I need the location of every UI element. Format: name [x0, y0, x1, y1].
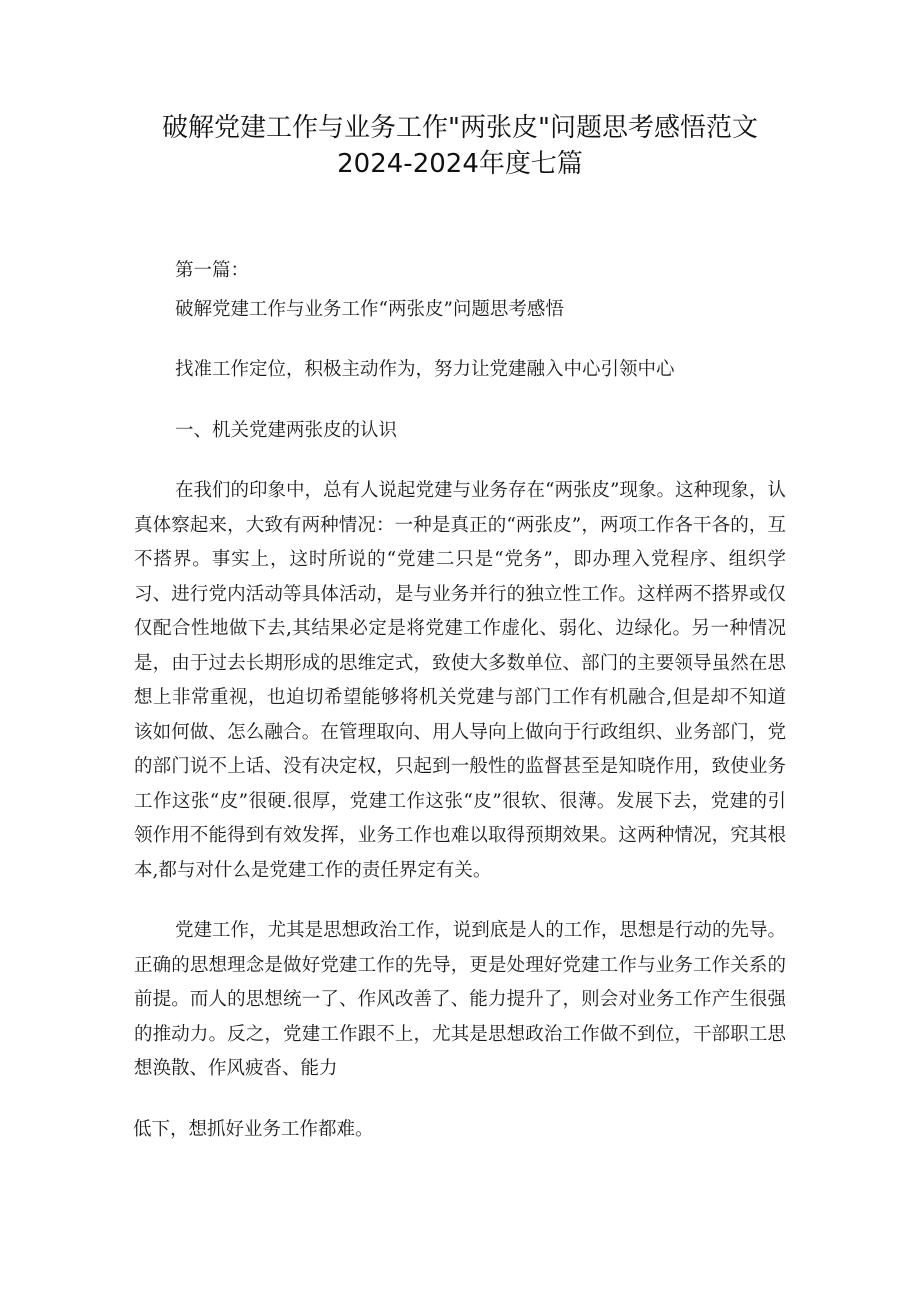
title-line-2: 2024-2024年度七篇: [337, 149, 583, 179]
title-line-1: 破解党建工作与业务工作"两张皮"问题思考感悟范文: [162, 113, 758, 143]
document-title: [134, 110, 786, 182]
document-body: [134, 254, 786, 1147]
section-title: 破解党建工作与业务工作“两张皮”问题思考感悟: [175, 298, 564, 320]
lead-sentence: 找准工作定位，积极主动作为，努力让党建融入中心引领中心: [175, 359, 675, 380]
heading-1: 一、机关党建两张皮的认识: [175, 419, 398, 441]
section-label: 第一篇：: [175, 260, 250, 281]
paragraph-2: 党建工作，尤其是思想政治工作，说到底是人的工作，思想是行动的先导。正确的思想理念是做好党建工作的先导，更是处理好党建工作与业务工作关系的前提。而人的思想统一了、作风改善了、能力提升了，则会对业务工作产生很强的推动力。反之，党建工作跟不上，尤其是思想政治工作做不到位，干部职工思想涣散、作风疲沓、能力: [134, 920, 786, 1079]
paragraph-1: 在我们的印象中，总有人说起党建与业务存在“两张皮”现象。这种现象，认真体察起来，大致有两种情况：一种是真正的“两张皮”，两项工作各干各的，互不搭界。事实上，这时所说的“党建二只是“党务”，即办理入党程序、组织学习、进行党内活动等具体活动，是与业务并行的独立性工作。这样两不搭界或仅仅配合性地做下去,其结果必定是将党建工作虚化、弱化、边绿化。另一种情况是，由于过去长期形成的思维定式，致使大多数单位、部门的主要领导虽然在思想上非常重视，也迫切希望能够将机关党建与部门工作有机融合,但是却不知道该如何做、怎么融合。在管理取向、用人导向上做向于行政组织、业务部门，党的部门说不上话、没有决定权，只起到一般性的监督甚至是知晓作用，致使业务工作这张“皮”很硬.很厚，党建工作这张“皮”很软、很薄。发展下去，党建的引领作用不能得到有效发挥，业务工作也难以取得预期效果。这两种情况，究其根本,都与对什么是党建工作的责任界定有关。: [134, 480, 786, 881]
paragraph-3: 低下，想抓好业务工作都难。: [133, 1118, 374, 1140]
